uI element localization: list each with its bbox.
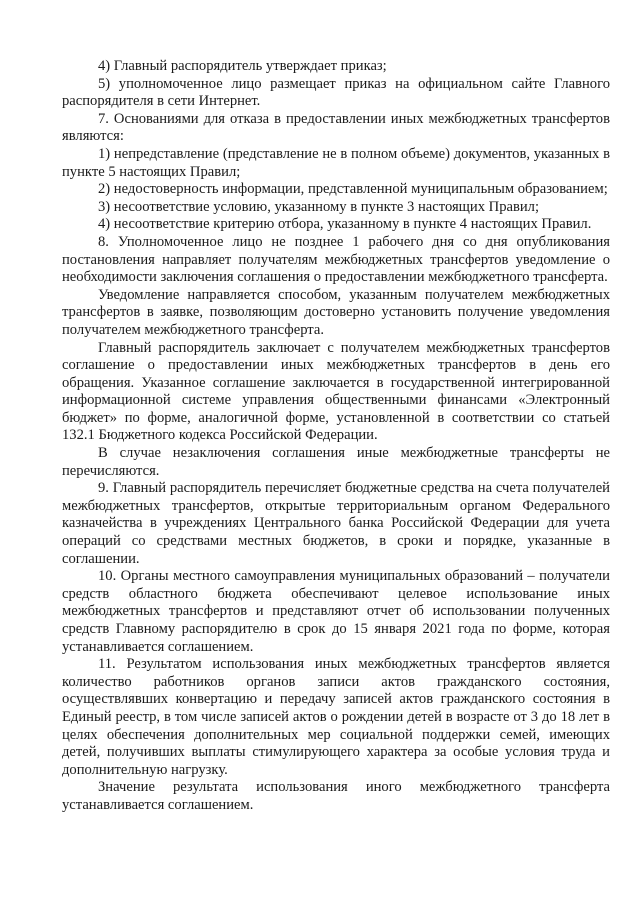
paragraph-clause-7-item-2: 2) недостоверность информации, представленной муниципальным образованием; bbox=[98, 181, 608, 198]
document-body bbox=[62, 58, 610, 815]
paragraph-item-5-publication: 5) уполномоченное лицо размещает приказ на официальном сайте Главного распорядителя в сети Интернет. bbox=[62, 75, 610, 110]
paragraph-clause-8: 8. Уполномоченное лицо не позднее 1 рабочего дня со дня опубликования постановления направляет получателям межбюджетных трансфертов уведомление о необходимости заключения соглашения о предоставлении межбюджетного трансферта. bbox=[62, 233, 610, 286]
paragraph-clause-9: 9. Главный распорядитель перечисляет бюджетные средства на счета получателей межбюджетных трансфертов, открытые территориальным органом Федерального казначейства в учреждениях Центрального банка Российской Федерации для учета операций со средствами местных бюджетов, в сроки и порядке, указанные в соглашении. bbox=[62, 480, 610, 567]
paragraph-clause-7: 7. Основаниями для отказа в предоставлении иных межбюджетных трансфертов являются: bbox=[62, 110, 610, 145]
paragraph-no-agreement: В случае незаключения соглашения иные межбюджетные трансферты не перечисляются. bbox=[62, 445, 610, 479]
paragraph-clause-11: 11. Результатом использования иных межбюджетных трансфертов является количество работников органов записи актов гражданского состояния, осуществлявших конвертацию и передачу записей актов гражданского состояния в Единый реестр, в том числе записей актов о рождении детей в возрасте от 3 до 18 лет в целях обеспечения дополнительных мер социальной поддержки семей, имеющих детей, получивших выплаты стимулирующего характера за особые условия труда и дополнительную нагрузку. bbox=[62, 656, 610, 778]
paragraph-result-value: Значение результата использования иного межбюджетного трансферта устанавливается соглашением. bbox=[62, 779, 610, 813]
paragraph-clause-7-item-4: 4) несоответствие критерию отбора, указанному в пункте 4 настоящих Правил. bbox=[98, 216, 592, 233]
paragraph-notification: Уведомление направляется способом, указанным получателем межбюджетных трансфертов в заявке, позволяющим достоверно установить получение уведомления получателем межбюджетного трансферта. bbox=[62, 286, 610, 338]
paragraph-clause-7-item-3: 3) несоответствие условию, указанному в пункте 3 настоящих Правил; bbox=[98, 198, 540, 215]
paragraph-agreement: Главный распорядитель заключает с получателем межбюджетных трансфертов соглашение о предоставлении иных межбюджетных трансфертов в день его обращения. Указанное соглашение заключается в государственной интегрированной информационной системе управления общественными финансами «Электронный бюджет» по форме, аналогичной форме, установленной в соответствии со статьей 132.1 Бюджетного кодекса Российской Федерации. bbox=[62, 339, 610, 444]
paragraph-item-4-approval: 4) Главный распорядитель утверждает приказ; bbox=[98, 58, 387, 74]
paragraph-clause-7-item-1: 1) непредставление (представление не в полном объеме) документов, указанных в пункте 5 настоящих Правил; bbox=[62, 145, 610, 180]
paragraph-clause-10: 10. Органы местного самоуправления муниципальных образований – получатели средств областного бюджета обеспечивают целевое использование иных межбюджетных трансфертов и представляют отчет об использовании полученных средств Главному распорядителю в срок до 15 января 2021 года по форме, которая устанавливается соглашением. bbox=[62, 568, 610, 655]
